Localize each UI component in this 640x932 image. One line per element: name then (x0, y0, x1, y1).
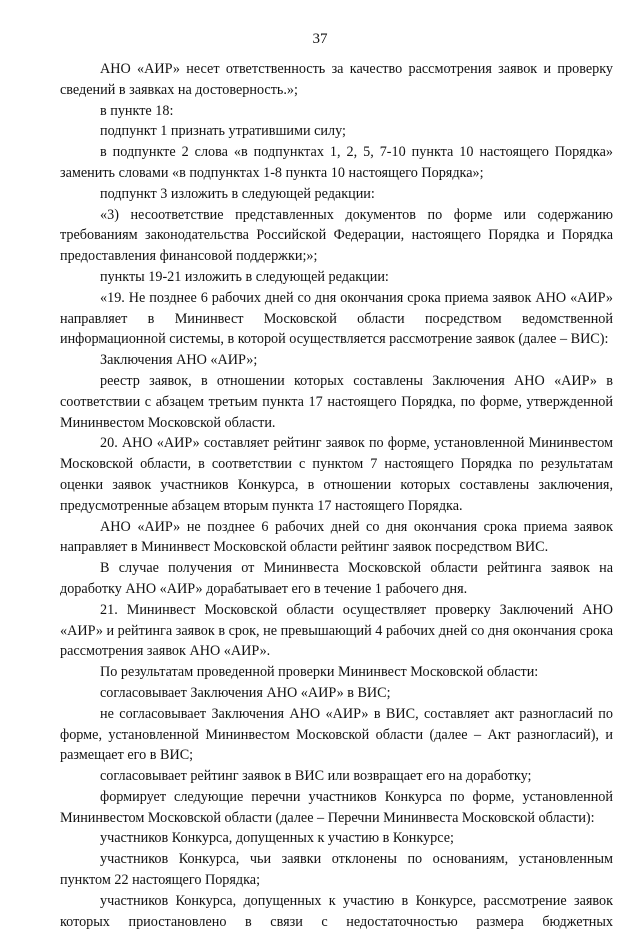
paragraph: в подпункте 2 слова «в подпунктах 1, 2, 5, 7-10 пункта 10 настоящего Порядка» заменить словами «в подпунктах 1-8 пункта 10 настоящего Порядка»; (60, 144, 613, 181)
paragraph: подпункт 3 изложить в следующей редакции: (100, 185, 375, 202)
paragraph: формирует следующие перечни участников Конкурса по форме, установленной Мининвестом Московской области (далее – Перечни Мининвеста Московской области): (60, 788, 613, 826)
paragraph: реестр заявок, в отношении которых составлены Заключения АНО «АИР» в соответствии с абзацем третьим пункта 17 настоящего Порядка, по форме, утвержденной Мининвестом Московской области. (60, 372, 613, 431)
document-body (60, 59, 613, 932)
paragraph: согласовывает рейтинг заявок в ВИС или возвращает его на доработку; (100, 768, 532, 785)
paragraph: не согласовывает Заключения АНО «АИР» в ВИС, составляет акт разногласий по форме, установленной Мининвестом Московской области (далее – Акт разногласий), и размещает его в ВИС; (60, 705, 613, 764)
paragraph: 20. АНО «АИР» составляет рейтинг заявок по форме, установленной Мининвестом Московской области, в соответствии с пунктом 7 настоящего Порядка по результатам оценки заявок участников Конкурса, в отношении которых составлены заключения, предусмотренные абзацем вторым пункта 17 настоящего Порядка. (60, 435, 613, 514)
paragraph: пункты 19-21 изложить в следующей редакции: (100, 268, 389, 285)
paragraph: По результатам проведенной проверки Мининвест Московской области: (100, 664, 539, 681)
paragraph: АНО «АИР» не позднее 6 рабочих дней со дня окончания срока приема заявок направляет в Мининвест Московской области рейтинг заявок посредством ВИС. (60, 518, 613, 556)
paragraph: в пункте 18: (100, 102, 174, 119)
paragraph: Заключения АНО «АИР»; (100, 352, 258, 369)
paragraph: 21. Мининвест Московской области осуществляет проверку Заключений АНО «АИР» и рейтинга заявок в срок, не превышающий 4 рабочих дней со дня окончания срока рассмотрения заявок АНО «АИР». (60, 601, 613, 660)
paragraph: АНО «АИР» несет ответственность за качество рассмотрения заявок и проверку сведений в заявках на достоверность.»; (60, 61, 613, 98)
page-number: 37 (312, 31, 328, 47)
paragraph: участников Конкурса, допущенных к участию в Конкурсе, рассмотрение заявок которых приостановлено в связи с недостаточностью размера бюджетных (60, 892, 613, 930)
paragraph: подпункт 1 признать утратившими силу; (100, 123, 346, 140)
paragraph: участников Конкурса, допущенных к участию в Конкурсе; (100, 830, 454, 847)
paragraph: В случае получения от Мининвеста Московской области рейтинга заявок на доработку АНО «АИР» дорабатывает его в течение 1 рабочего дня. (60, 560, 613, 597)
paragraph: «3) несоответствие представленных документов по форме или содержанию требованиям законодательства Российской Федерации, настоящего Порядка и Порядка предоставления финансовой поддержки;»; (60, 206, 613, 265)
paragraph: «19. Не позднее 6 рабочих дней со дня окончания срока приема заявок АНО «АИР» направляет в Мининвест Московской области посредством ведомственной информационной системы, в которой осуществляется рассмотрение заявок (далее – ВИС): (60, 289, 613, 348)
paragraph: согласовывает Заключения АНО «АИР» в ВИС; (100, 684, 391, 701)
paragraph: участников Конкурса, чьи заявки отклонены по основаниям, установленным пунктом 22 настоящего Порядка; (60, 851, 613, 889)
